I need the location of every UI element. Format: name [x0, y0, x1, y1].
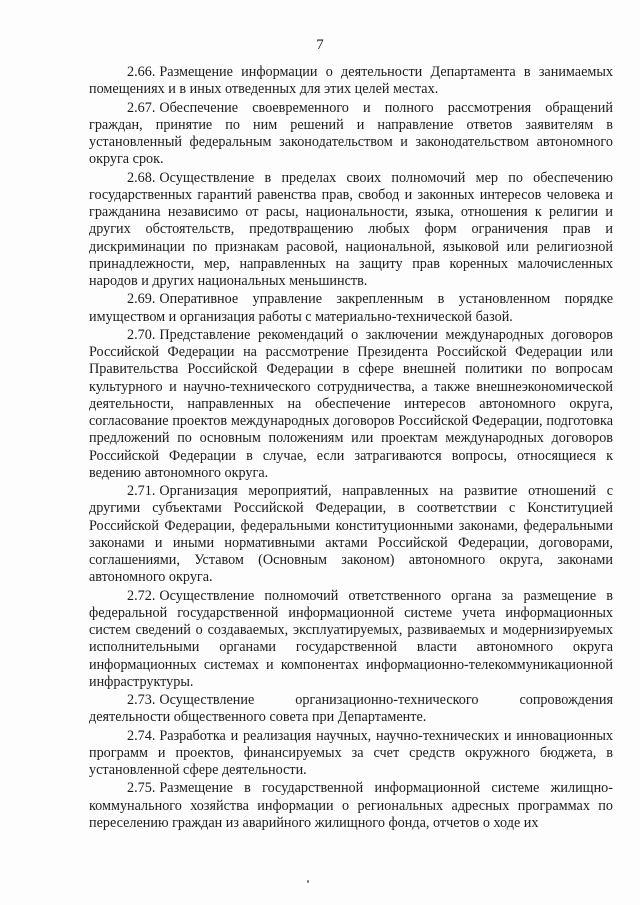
paragraph-2-70 — [89, 327, 613, 482]
paragraph-text: Оперативное управление закрепленным в установленном порядке имуществом и организация работы с материально-технической базой. — [89, 291, 613, 325]
paragraph-text: Осуществление организационно-технического сопровождения деятельности общественного совета при Департаменте. — [89, 692, 613, 726]
scan-artifact-mark — [307, 880, 309, 883]
paragraph-number: 2.73. — [127, 692, 156, 708]
paragraph-2-68 — [89, 170, 613, 291]
paragraph-number: 2.66. — [127, 64, 156, 80]
paragraph-2-67 — [89, 100, 613, 169]
paragraph-2-71 — [89, 483, 613, 587]
paragraph-text: Разработка и реализация научных, научно-технических и инновационных программ и проектов, финансируемых за счет средств окружного бюджета, в установленной сфере деятельности. — [89, 727, 613, 778]
paragraph-text: Размещение информации о деятельности Департамента в занимаемых помещениях и в иных отведенных для этих целей местах. — [89, 64, 613, 98]
paragraph-2-72 — [89, 588, 613, 692]
paragraph-number: 2.69. — [127, 291, 156, 308]
page-number: 7 — [316, 37, 324, 53]
paragraph-number: 2.75. — [127, 780, 156, 797]
paragraph-2-66 — [89, 64, 613, 99]
paragraph-number: 2.74. — [127, 727, 156, 744]
paragraph-2-74 — [89, 728, 613, 780]
paragraph-number: 2.72. — [127, 587, 156, 604]
paragraph-text: Представление рекомендаций о заключении международных договоров Российской Федерации на рассмотрение Президента Российской Федерации или Правительства Российской Федерации в сфере внешней политики по вопросам культурного и научно-технического сотрудничества, а также внешнеэкономической деятельности, направленных на обеспечение интересов автономного округа, согласование проектов международных договоров Российской Федерации, подготовка предложений по основным положениям или проектам международных договоров Российской Федерации в случае, если затрагиваются вопросы, относящиеся к ведению автономного округа. — [89, 326, 613, 481]
paragraph-number: 2.68. — [127, 169, 156, 186]
paragraph-number: 2.67. — [127, 99, 156, 116]
paragraph-2-75 — [89, 780, 613, 832]
paragraph-2-73 — [89, 692, 613, 727]
paragraph-2-69 — [89, 291, 613, 326]
paragraph-text: Организация мероприятий, направленных на развитие отношений с другими субъектами Российской Федерации, в соответствии с Конституцией Российской Федерации, федеральными конституционными законами, федеральными законами и иными нормативными актами Российской Федерации, договорами, соглашениями, Уставом (Основным законом) автономного округа, законами автономного округа. — [89, 483, 613, 586]
paragraph-number: 2.71. — [127, 483, 156, 499]
document-body — [89, 64, 613, 833]
paragraph-text: Осуществление в пределах своих полномочий мер по обеспечению государственных гарантий равенства прав, свобод и законных интересов человека и гражданина независимо от расы, национальности, языка, отношения к религии и других обстоятельств, предотвращению любых форм ограничения прав и дискриминации по признакам расовой, национальной, языковой или религиозной принадлежности, мер, направленных на защиту прав коренных малочисленных народов и других национальных меньшинств. — [89, 169, 613, 289]
paragraph-text: Обеспечение своевременного и полного рассмотрения обращений граждан, принятие по ним решений и направление ответов заявителям в установленный федеральным законодательством и законодательством автономного округа срок. — [89, 99, 613, 168]
paragraph-number: 2.70. — [127, 326, 156, 343]
paragraph-text: Размещение в государственной информационной системе жилищно-коммунального хозяйства информации о региональных адресных программах по переселению граждан из аварийного жилищного фонда, отчетов о ходе их — [89, 780, 613, 831]
paragraph-text: Осуществление полномочий ответственного органа за размещение в федеральной государственной информационной системе учета информационных систем сведений о создаваемых, эксплуатируемых, развиваемых и модернизируемых исполнительными органами государственной власти автономного округа информационных системах и компонентах информационно-телекоммуникационной инфраструктуры. — [89, 587, 613, 690]
